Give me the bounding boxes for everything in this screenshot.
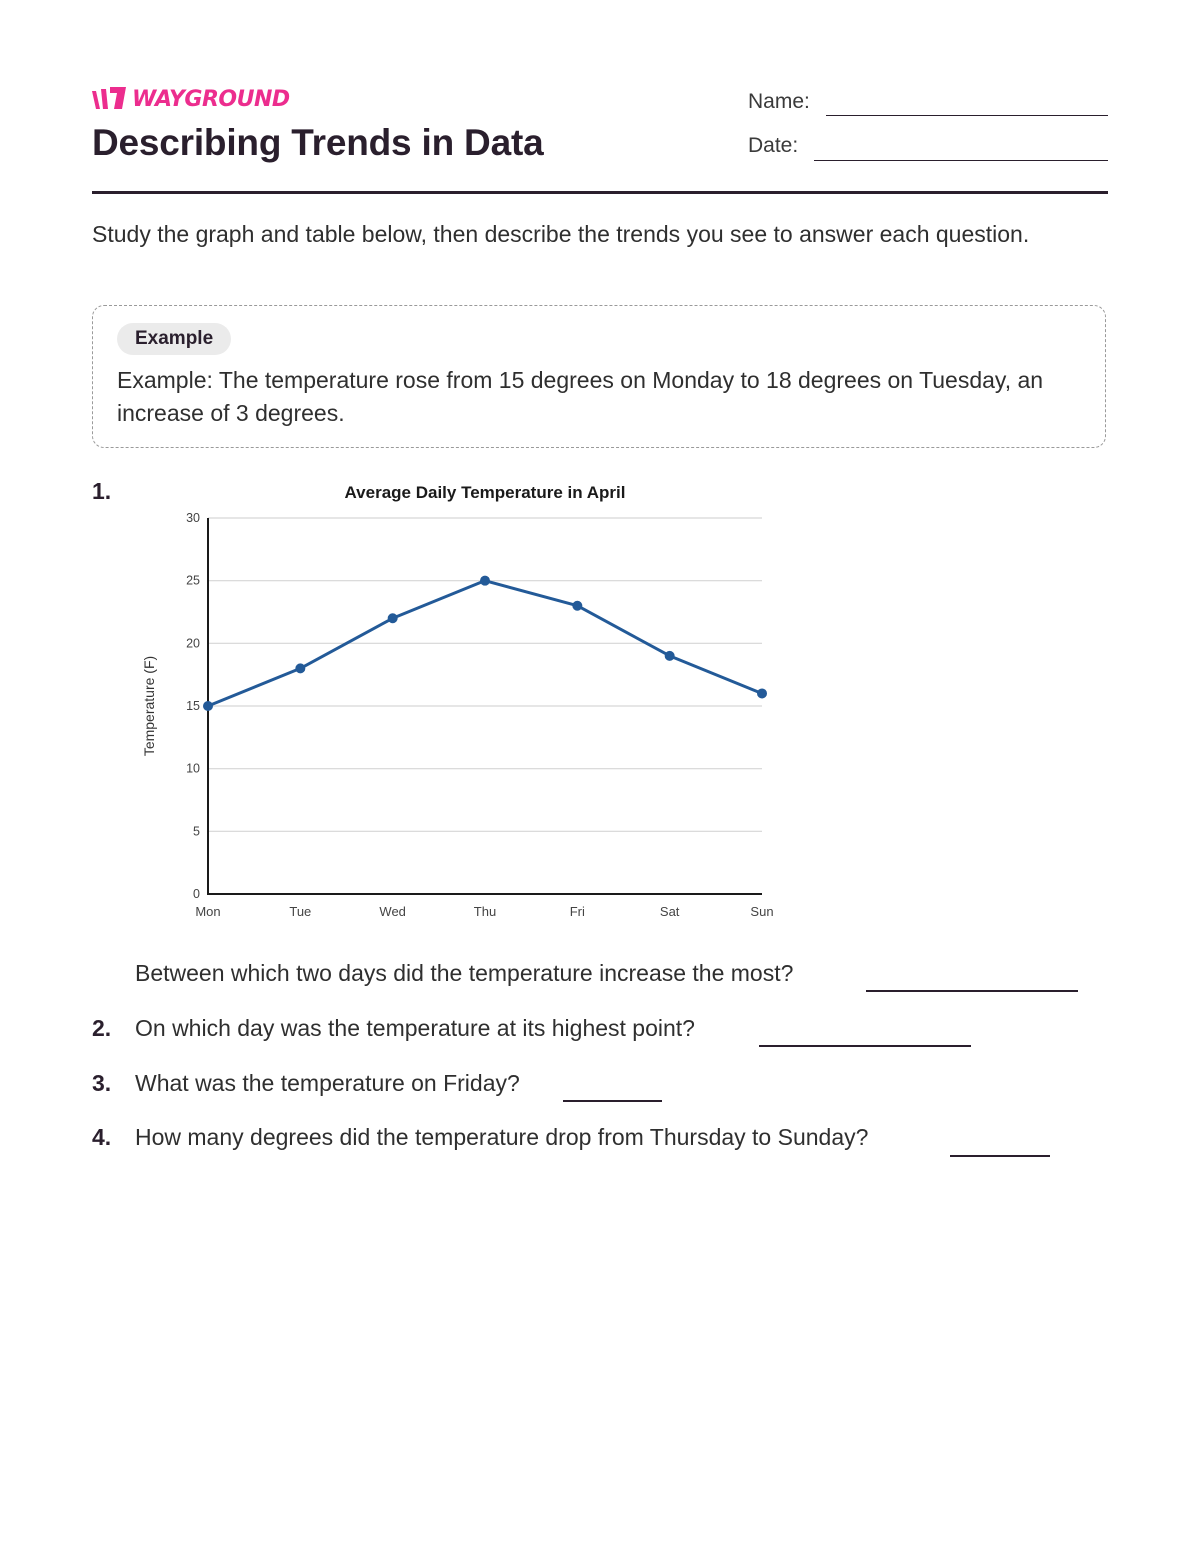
brand-name: WAYGROUND <box>132 86 290 112</box>
question-1-text: Between which two days did the temperature increase the most? <box>135 960 794 986</box>
header-divider <box>92 191 1108 194</box>
question-2-answer-blank[interactable] <box>759 1045 971 1047</box>
chart-x-tick-label: Fri <box>569 904 585 919</box>
chart-data-point <box>203 701 213 711</box>
chart-gridlines <box>208 518 762 831</box>
example-tag: Example <box>117 323 231 355</box>
example-box <box>92 305 1106 448</box>
brand-logo <box>92 86 290 112</box>
date-field[interactable] <box>814 160 1108 161</box>
question-4-answer-blank[interactable] <box>950 1155 1050 1157</box>
question-3-number: 3. <box>92 1070 112 1096</box>
question-2-text: On which day was the temperature at its highest point? <box>135 1015 695 1041</box>
question-1-answer-blank[interactable] <box>866 990 1078 992</box>
question-1-number: 1. <box>92 478 112 504</box>
chart-y-tick-label: 5 <box>193 824 200 839</box>
name-field[interactable] <box>826 115 1108 116</box>
chart-y-tick-label: 25 <box>186 573 200 588</box>
example-text: Example: The temperature rose from 15 degrees on Monday to 18 degrees on Tuesday, an increase of 3 degrees. <box>117 367 1044 426</box>
chart-y-tick-label: 30 <box>186 511 200 525</box>
chart-title: Average Daily Temperature in April <box>344 483 626 502</box>
question-3-answer-blank[interactable] <box>563 1100 662 1102</box>
chart-y-tick-label: 10 <box>186 761 200 776</box>
date-label: Date: <box>748 134 799 157</box>
chart-x-tick-label: Sun <box>750 904 774 919</box>
chart-data-point <box>480 576 490 586</box>
chart-y-tick-labels <box>186 511 200 901</box>
chart-data-point <box>665 651 675 661</box>
question-3-text: What was the temperature on Friday? <box>135 1070 520 1096</box>
chart-x-tick-label: Tue <box>289 904 312 919</box>
chart-data-point <box>572 601 582 611</box>
question-2-number: 2. <box>92 1015 112 1041</box>
chart-x-tick-labels <box>195 904 773 919</box>
chart-y-tick-label: 15 <box>186 699 200 713</box>
chart-data-point <box>757 688 767 698</box>
chart-x-tick-label: Sat <box>659 904 680 919</box>
name-label: Name: <box>748 90 810 113</box>
question-4-text: How many degrees did the temperature drop from Thursday to Sunday? <box>135 1124 869 1150</box>
chart-x-tick-label: Wed <box>379 904 406 919</box>
wayground-logo-icon <box>92 87 126 111</box>
chart-y-tick-label: 0 <box>193 887 200 901</box>
chart-x-tick-label: Thu <box>473 904 497 919</box>
instructions: Study the graph and table below, then describe the trends you see to answer each question. <box>92 221 1030 247</box>
chart-data-point <box>388 613 398 623</box>
chart-data-point <box>295 663 305 673</box>
temperature-line-chart <box>130 470 790 930</box>
page-title: Describing Trends in Data <box>92 122 544 163</box>
chart-y-tick-label: 20 <box>186 636 200 651</box>
question-4-number: 4. <box>92 1124 112 1150</box>
chart-y-axis-label: Temperature (F) <box>141 655 157 757</box>
chart-x-tick-label: Mon <box>195 904 221 919</box>
